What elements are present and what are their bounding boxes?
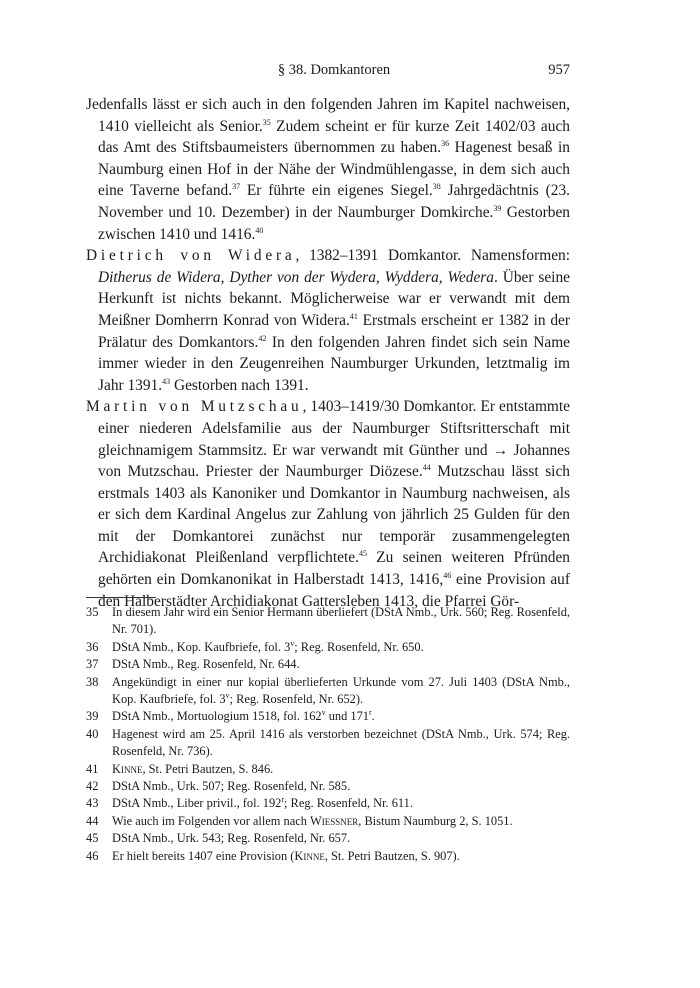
paragraph-hagenest: Jedenfalls lässt er sich auch in den folgenden Jahren im Kapitel nachweisen, 1410 vielleicht als Senior.$^{35}$ Zudem scheint er für kurze Zeit 1402/03 auch das Amt des Stiftsbaumeisters übernommen zu haben.$^{36}$ Hagenest besaß in Naumburg einen Hof in der Nähe der Windmühlengasse, in dem sich auch eine Taverne befand.$^{37}$ Er führte ein eigenes Siegel.$^{38}$ Jahrgedächtnis (23. November und 10. Dezember) in der Naumburger Domkirche.$^{39}$ Gestorben zwischen 1410 und 1416.40: [86, 96, 571, 243]
footnote-ref[interactable]: 36: [441, 139, 450, 149]
footnote-item: 46 Er hielt bereits 1407 eine Provision (Kinne, St. Petri Bautzen, S. 907).: [86, 848, 460, 863]
footnote-item: 40 Hagenest wird am 25. April 1416 als verstorben bezeichnet (DStA Nmb., Urk. 574; Reg. Rosenfeld, Nr. 736).: [86, 726, 570, 759]
footnote-ref[interactable]: 41: [349, 311, 358, 321]
footnote-ref[interactable]: 40: [255, 225, 264, 235]
entry-dietrich-von-widera: Dietrich von Widera, 1382–1391 Domkantor. Namensformen: Ditherus de Widera, Dyther von der Wydera, Wyddera, Wedera. Über seine Herkunft ist nichts bekannt. Möglicherweise war er verwandt mit dem Meißner Domherrn Konrad von Widera.$^{41}$ Erstmals erscheint er 1382 in der Prälatur des Domkantors.$^{42}$ In den folgenden Jahren findet sich sein Name immer wieder in den Zeugenreihen Naumburger Urkunden, letztmalig im Jahr 1391.43 Gestorben nach 1391.: [86, 247, 571, 394]
entry-name: Dietrich von Widera: [86, 247, 296, 265]
entry-name: Martin von Mutzschau: [86, 398, 303, 416]
footnote-ref[interactable]: 37: [232, 182, 241, 192]
footnote-ref[interactable]: 35: [262, 117, 271, 127]
footnotes: [86, 604, 570, 865]
footnote-item: 43 DStA Nmb., Liber privil., fol. 192$^r$; Reg. Rosenfeld, Nr. 611.: [86, 795, 413, 811]
footnote-ref[interactable]: 45: [358, 549, 367, 559]
name-forms: Ditherus de Widera, Dyther von der Wydera, Wyddera, Wedera: [98, 268, 494, 286]
footnote-item: 37 DStA Nmb., Reg. Rosenfeld, Nr. 644.: [86, 657, 300, 672]
footnote-ref[interactable]: 46: [443, 570, 452, 580]
footnote-ref[interactable]: 42: [258, 333, 267, 343]
footnote-item: 45 DStA Nmb., Urk. 543; Reg. Rosenfeld, Nr. 657.: [86, 831, 351, 846]
footnote-item: 41 Kinne, St. Petri Bautzen, S. 846.: [86, 761, 274, 776]
running-header: [98, 62, 570, 82]
footnote-item: 39 DStA Nmb., Mortuologium 1518, fol. 162$^v$ und 171$^r$.: [86, 708, 375, 724]
footnote-item: 44 Wie auch im Folgenden vor allem nach Wiessner, Bistum Naumburg 2, S. 1051.: [86, 813, 513, 828]
footnote-item: 36 DStA Nmb., Kop. Kaufbriefe, fol. 3$^v$; Reg. Rosenfeld, Nr. 650.: [86, 638, 424, 654]
footnote-item: 35 In diesem Jahr wird ein Senior Hermann überliefert (DStA Nmb., Urk. 560; Reg. Rosenfeld, Nr. 701).: [86, 605, 570, 637]
footnote-ref[interactable]: 43: [162, 376, 171, 386]
footnote-ref[interactable]: 44: [422, 462, 431, 472]
footnote-divider: [86, 597, 156, 598]
footnote-ref[interactable]: 39: [493, 203, 502, 213]
footnote-ref[interactable]: 38: [432, 182, 441, 192]
page-number: 957: [548, 62, 570, 78]
main-text: [86, 94, 570, 612]
footnote-item: 38 Angekündigt in einer nur kopial überlieferten Urkunde vom 27. Juli 1403 (DStA Nmb., Kop. Kaufbriefe, fol. 3$^v$; Reg. Rosenfeld, Nr. 652).: [86, 674, 570, 707]
entry-martin-von-mutzschau: Martin von Mutzschau, 1403–1419/30 Domkantor. Er entstammte einer niederen Adelsfamilie aus der Naumburger Stiftsritterschaft mit gleichnamigem Stammsitz. Er war verwandt mit Günther und → Johannes von Mutzschau. Priester der Naumburger Diözese.$^{44}$ Mutzschau lässt sich erstmals 1403 als Kanoniker und Domkantor in Naumburg nachweisen, als er sich dem Kardinal Angelus zur Zahlung von jährlich 25 Gulden für den mit der Domkantorei zunächst nur temporär zusammengelegten Archidiakonat Pleißenland verpflichtete.$^{45}$ Zu seinen weiteren Pfründen gehörten ein Domkanonikat in Halberstadt 1413, 1416,46 eine Provision auf den Halberstädter Archidiakonat Gattersleben 1413, die Pfarrei Gör-: [86, 398, 570, 610]
section-title: § 38. Domkantoren: [277, 62, 391, 78]
footnote-item: 42 DStA Nmb., Urk. 507; Reg. Rosenfeld, Nr. 585.: [86, 779, 351, 794]
